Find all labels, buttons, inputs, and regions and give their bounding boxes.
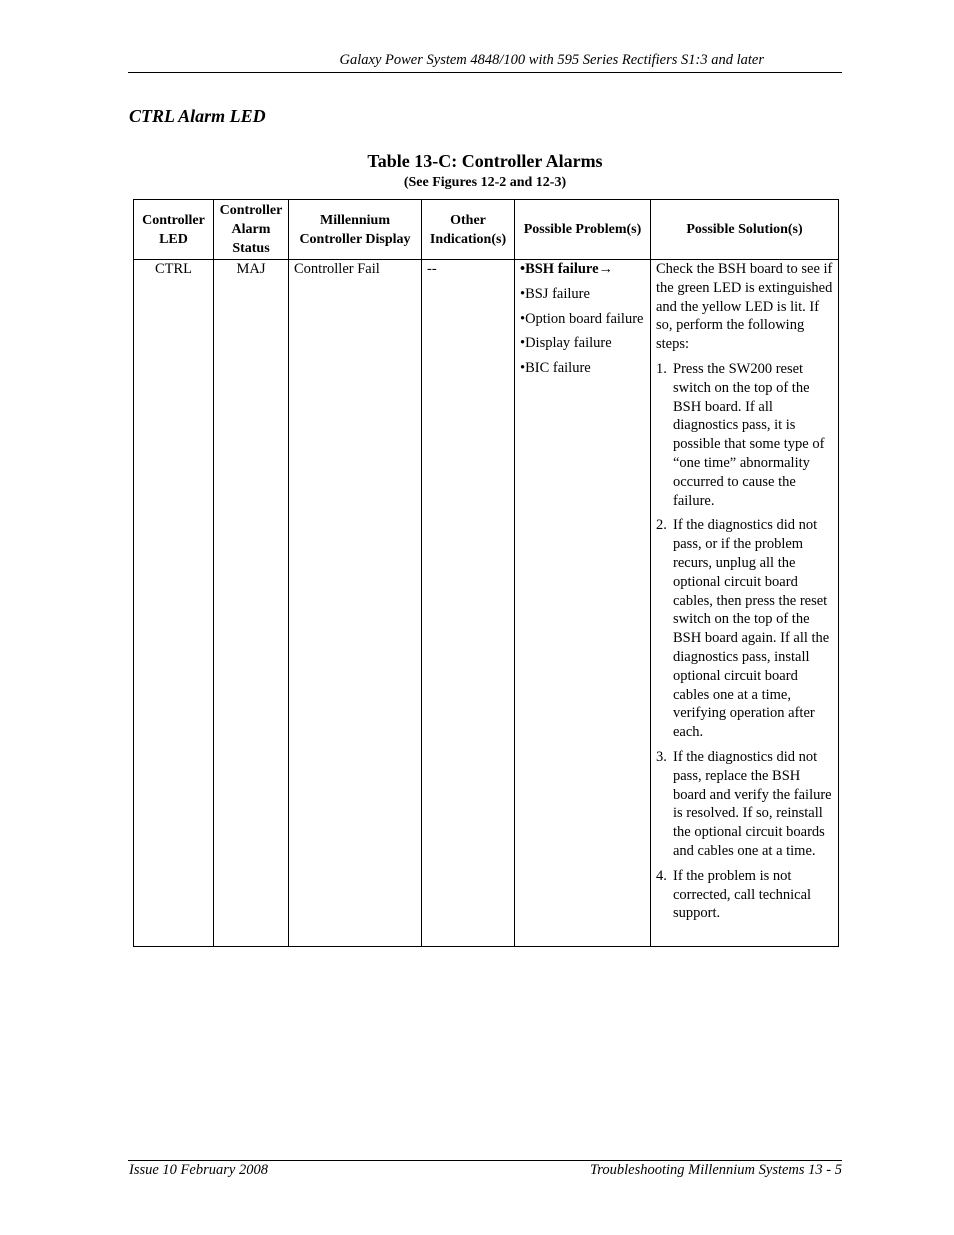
- step-number: 3.: [656, 748, 667, 765]
- solution-steps: [656, 360, 833, 923]
- footer-issue-date: Issue 10 February 2008: [129, 1162, 268, 1178]
- footer-rule: [128, 1160, 842, 1161]
- cell-possible-problems: [515, 260, 651, 947]
- running-header: Galaxy Power System 4848/100 with 595 Series Rectifiers S1:3 and later: [339, 52, 764, 68]
- solution-step: [656, 748, 833, 861]
- table-title: Table 13-C: Controller Alarms: [367, 151, 603, 171]
- solution-step: [656, 516, 833, 742]
- column-header-millennium-display: Millennium Controller Display: [289, 200, 422, 260]
- table-row: [134, 260, 839, 947]
- cell-controller-led: CTRL: [134, 260, 214, 947]
- problem-item: •BSH failure→: [520, 261, 614, 277]
- step-number: 1.: [656, 360, 667, 377]
- solution-step: [656, 360, 833, 510]
- step-text: Press the SW200 reset switch on the top of the BSH board. If all diagnostics pass, it is possible that some type of “one time” abnormality occurred to cause the failure.: [673, 360, 825, 509]
- step-number: 4.: [656, 867, 667, 884]
- problem-item: •BSJ failure: [520, 285, 590, 302]
- solution-step: [656, 867, 833, 923]
- footer-page-ref: Troubleshooting Millennium Systems 13 - 5: [590, 1162, 842, 1178]
- step-text: If the problem is not corrected, call technical support.: [673, 867, 812, 922]
- column-header-alarm-status: Controller Alarm Status: [214, 200, 289, 260]
- cell-controller-display: Controller Fail: [289, 260, 422, 947]
- problem-item: •Display failure: [520, 335, 612, 352]
- column-header-possible-problems: Possible Problem(s): [515, 200, 651, 260]
- step-number: 2.: [656, 517, 667, 534]
- controller-alarms-table: [133, 199, 839, 947]
- cell-possible-solutions: [651, 260, 839, 947]
- column-header-controller-led: Controller LED: [134, 200, 214, 260]
- column-header-possible-solutions: Possible Solution(s): [651, 200, 839, 260]
- solution-intro: Check the BSH board to see if the green LED is extinguished and the yellow LED is lit. If so, perform the following steps:: [656, 261, 833, 353]
- cell-alarm-status: MAJ: [214, 260, 289, 947]
- cell-other-indications: --: [422, 260, 515, 947]
- problem-item: •Option board failure: [520, 310, 644, 327]
- step-text: If the diagnostics did not pass, replace the BSH board and verify the failure is resolved. If so, reinstall the optional circuit boards and cables one at a time.: [673, 748, 832, 859]
- section-title: CTRL Alarm LED: [129, 106, 266, 126]
- problem-item: •BIC failure: [520, 360, 591, 377]
- table-header-row: [134, 200, 839, 260]
- problem-list: [520, 260, 645, 378]
- column-header-other-indications: Other Indication(s): [422, 200, 515, 260]
- step-text: If the diagnostics did not pass, or if the problem recurs, unplug all the optional circuit board cables, then press the reset switch on the top of the BSH board again. If all the diagnostics pass, install optional circuit board cables one at a time, verifying operation after each.: [673, 517, 830, 741]
- table-subtitle: (See Figures 12-2 and 12-3): [403, 175, 567, 190]
- header-rule: [128, 72, 842, 73]
